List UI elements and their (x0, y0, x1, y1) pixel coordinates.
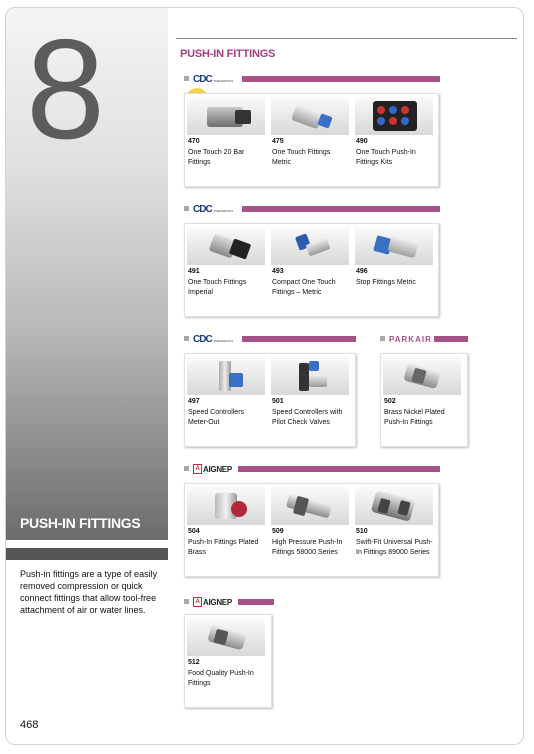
brand-header-cdc-1 (184, 73, 440, 85)
product-card-group-6 (184, 614, 272, 708)
brand-header-cdc-2 (184, 203, 440, 215)
product-image (271, 97, 349, 135)
product-image (355, 97, 433, 135)
product-item[interactable] (269, 224, 351, 316)
sidebar (6, 8, 168, 744)
page-title: PUSH-IN FITTINGS (180, 48, 276, 60)
cdc-logo: CDC PNEUMATICS (193, 73, 234, 85)
product-name: One Touch Fittings Metric (272, 149, 331, 166)
product-item[interactable] (185, 615, 267, 707)
product-name: High Pressure Push-In Fittings 58000 Series (272, 539, 343, 556)
product-name: Brass Nickel Plated Push-In Fittings (384, 409, 445, 426)
sidebar-divider-bar (6, 548, 168, 560)
product-item[interactable] (353, 484, 435, 576)
product-number: 509 (272, 528, 284, 535)
brand-bar (242, 206, 440, 212)
product-number: 490 (356, 138, 368, 145)
product-item[interactable] (381, 354, 463, 446)
product-card-group-3 (184, 353, 356, 447)
product-item[interactable] (353, 224, 435, 316)
product-image (187, 487, 265, 525)
product-item[interactable] (185, 94, 267, 186)
product-number: 502 (384, 398, 396, 405)
page-number: 468 (20, 719, 39, 731)
product-name: Swift-Fit Universal Push-In Fittings 89000 Series (356, 539, 433, 556)
product-name: Speed Controllers Meter-Out (188, 409, 245, 426)
bullet-square (380, 336, 385, 341)
product-name: One Touch 20 Bar Fittings (188, 149, 245, 166)
chapter-number: 8 (26, 10, 105, 169)
brand-bar (238, 466, 440, 472)
product-image (187, 227, 265, 265)
product-name: Stop Fittings Metric (356, 279, 416, 286)
product-name: One Touch Push-In Fittings Kits (356, 149, 416, 166)
sidebar-title: PUSH-IN FITTINGS (20, 515, 141, 531)
product-number: 491 (188, 268, 200, 275)
bullet-square (184, 76, 189, 81)
product-number: 493 (272, 268, 284, 275)
aignep-logo: A AIGNEP (193, 463, 232, 475)
product-name: Push-In Fittings Plated Brass (188, 539, 259, 556)
brand-header-cdc-3 (184, 333, 356, 345)
product-card-group-5 (184, 483, 439, 577)
bullet-square (184, 336, 189, 341)
product-number: 512 (188, 659, 200, 666)
product-image (271, 487, 349, 525)
product-card-group-2 (184, 223, 439, 317)
parkair-logo: PARKAIR (389, 334, 432, 344)
product-name: One Touch Fittings Imperial (188, 279, 247, 296)
product-image (187, 97, 265, 135)
product-number: 504 (188, 528, 200, 535)
product-image (355, 487, 433, 525)
product-item[interactable] (185, 484, 267, 576)
product-image (271, 227, 349, 265)
product-item[interactable] (269, 94, 351, 186)
product-card-group-4 (380, 353, 468, 447)
bullet-square (184, 466, 189, 471)
product-image (271, 357, 349, 395)
product-image (383, 357, 461, 395)
product-number: 475 (272, 138, 284, 145)
product-item[interactable] (353, 94, 435, 186)
brand-header-aignep-2 (184, 596, 274, 608)
product-item[interactable] (269, 354, 351, 446)
brand-bar (434, 336, 468, 342)
cdc-logo: CDC PNEUMATICS (193, 203, 234, 215)
brand-bar (238, 599, 274, 605)
product-name: Food Quality Push-In Fittings (188, 670, 254, 687)
product-number: 496 (356, 268, 368, 275)
aignep-logo: A AIGNEP (193, 596, 232, 608)
product-number: 510 (356, 528, 368, 535)
sidebar-description: Push-in fittings are a type of easily removed compression or quick connect fittings that allow tool-free attachment of air or water lines. (20, 569, 158, 615)
bullet-square (184, 206, 189, 211)
product-number: 470 (188, 138, 200, 145)
product-number: 497 (188, 398, 200, 405)
product-number: 501 (272, 398, 284, 405)
product-item[interactable] (185, 224, 267, 316)
product-card-group-1 (184, 93, 439, 187)
product-name: Speed Controllers with Pilot Check Valves (272, 409, 343, 426)
product-image (187, 357, 265, 395)
product-image (187, 618, 265, 656)
product-item[interactable] (185, 354, 267, 446)
header-rule (176, 38, 517, 39)
brand-bar (242, 336, 356, 342)
brand-bar (242, 76, 440, 82)
brand-header-parkair (380, 333, 468, 345)
product-item[interactable] (269, 484, 351, 576)
cdc-logo: CDC PNEUMATICS (193, 333, 234, 345)
brand-header-aignep-1 (184, 463, 440, 475)
product-name: Compact One Touch Fittings – Metric (272, 279, 336, 296)
bullet-square (184, 599, 189, 604)
product-image (355, 227, 433, 265)
